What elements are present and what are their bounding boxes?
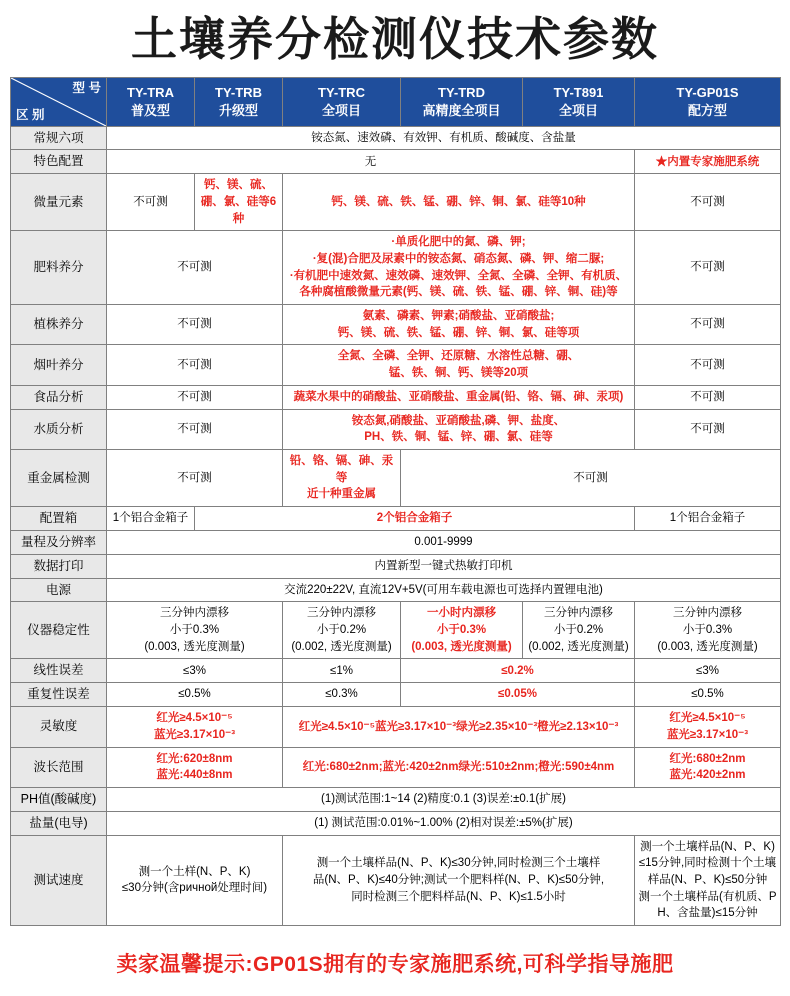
row-label: 食品分析 [11,385,107,409]
model-code: TY-T891 [553,85,604,101]
table-cell: 铵态氮,硝酸盐、亚硝酸盐,磷、钾、盐度、 PH、铁、铜、锰、锌、硼、氯、硅等 [283,409,635,449]
table-cell: 不可测 [635,409,781,449]
table-cell: ≤3% [107,659,283,683]
model-header-1 [107,77,195,126]
table-cell: ★内置专家施肥系统 [635,150,781,174]
model-variant: 升级型 [218,102,258,118]
model-variant: 配方型 [687,102,727,118]
table-cell: 测一个土壤样品(N、P、K)≤30分钟,同时检测三个土壤样 品(N、P、K)≤40分钟;测试一个肥料样(N、P、K)≤50分钟, 同时检测三个肥料样品(N、P、K)≤1.5小时 [283,835,635,925]
table-cell: 三分钟内漂移 小于0.2% (0.002, 透光度测量) [283,602,401,659]
table-cell: 不可测 [635,174,781,231]
row-label: 特色配置 [11,150,107,174]
table-cell: 测一个土壤样品(N、P、K) ≤15分钟,同时检测十个土壤样品(N、P、K)≤50分钟 测一个土壤样品(有机质、PH、含盐量)≤15分钟 [635,835,781,925]
table-cell: 红光:680±2nm 蓝光:420±2nm [635,747,781,787]
table-cell: 内置新型一键式热敏打印机 [107,554,781,578]
page-title: 土壤养分检测仪技术参数 [131,13,659,65]
table-row [11,126,781,150]
table-cell: 红光≥4.5×10⁻⁵蓝光≥3.17×10⁻³绿光≥2.35×10⁻³橙光≥2.13×10⁻³ [283,707,635,747]
model-code: TY-GP01S [676,85,739,101]
table-cell: (1) 测试范围:0.01%~1.00% (2)相对误差:±5%(扩展) [107,811,781,835]
table-cell: 0.001-9999 [107,530,781,554]
model-header-2 [195,77,283,126]
row-label: 重金属检测 [11,449,107,506]
table-cell: 钙、镁、硫、铁、锰、硼、锌、铜、氯、硅等10种 [283,174,635,231]
row-label: 植株养分 [11,305,107,345]
table-cell: 1个铝合金箱子 [635,506,781,530]
table-cell: 不可测 [107,231,283,305]
model-code: TY-TRA [127,85,174,101]
table-row [11,683,781,707]
table-cell: 铅、铬、镉、砷、汞等 近十种重金属 [283,449,401,506]
table-cell: 不可测 [635,305,781,345]
table-cell: ≤0.5% [635,683,781,707]
table-cell: 不可测 [635,231,781,305]
row-label: 常规六项 [11,126,107,150]
table-row [11,787,781,811]
table-cell: 蔬菜水果中的硝酸盐、亚硝酸盐、重金属(铅、铬、镉、砷、汞项) [283,385,635,409]
table-cell: ≤0.3% [283,683,401,707]
table-row [11,305,781,345]
row-label: 仪器稳定性 [11,602,107,659]
table-row [11,409,781,449]
table-cell: ≤1% [283,659,401,683]
model-header-4 [401,77,523,126]
table-row [11,554,781,578]
row-label: 肥料养分 [11,231,107,305]
table-row [11,578,781,602]
model-variant: 全项目 [558,102,598,118]
table-cell: 三分钟内漂移 小于0.2% (0.002, 透光度测量) [523,602,635,659]
row-label: 数据打印 [11,554,107,578]
table-cell: 三分钟内漂移 小于0.3% (0.003, 透光度测量) [107,602,283,659]
table-cell: 不可测 [401,449,781,506]
row-label: 微量元素 [11,174,107,231]
table-row [11,174,781,231]
table-cell: ·单质化肥中的氮、磷、钾; ·复(混)合肥及尿素中的铵态氮、硝态氮、磷、钾、缩二脲; ·有机肥中速效氮、速效磷、速效钾、全氮、全磷、全钾、有机质、 各种腐植酸微量元素(钙、镁、硫、铁、锰、硼、锌、铜、硅)等 [283,231,635,305]
table-cell: 不可测 [107,345,283,385]
corner-label-model: 型 号 [72,80,101,95]
model-header-6 [635,77,781,126]
table-cell: ≤0.2% [401,659,635,683]
row-label: 电源 [11,578,107,602]
model-header-5 [523,77,635,126]
model-variant: 全项目 [321,102,361,118]
table-cell: 不可测 [635,345,781,385]
table-row [11,747,781,787]
table-cell: 红光≥4.5×10⁻⁵ 蓝光≥3.17×10⁻³ [635,707,781,747]
table-cell: 三分钟内漂移 小于0.3% (0.003, 透光度测量) [635,602,781,659]
row-label: 重复性误差 [11,683,107,707]
spec-table [10,77,781,926]
table-cell: 不可测 [107,409,283,449]
row-label: 线性误差 [11,659,107,683]
row-label: 配置箱 [11,506,107,530]
table-header [11,77,781,126]
table-row [11,385,781,409]
table-cell: 不可测 [107,305,283,345]
table-cell: 2个铝合金箱子 [195,506,635,530]
row-label: 盐量(电导) [11,811,107,835]
table-row [11,231,781,305]
table-row [11,659,781,683]
table-row [11,449,781,506]
table-corner-cell [11,77,107,126]
table-cell: 铵态氮、速效磷、有效钾、有机质、酸碱度、含盐量 [107,126,781,150]
table-row [11,530,781,554]
table-cell: 氨素、磷素、钾素;硝酸盐、亚硝酸盐; 钙、镁、硫、铁、锰、硼、锌、铜、氯、硅等项 [283,305,635,345]
table-cell: 交流220±22V, 直流12V+5V(可用车载电源也可选择内置锂电池) [107,578,781,602]
model-code: TY-TRC [318,85,365,101]
row-label: 水质分析 [11,409,107,449]
footer-note: 卖家温馨提示:GP01S拥有的专家施肥系统,可科学指导施肥 [116,953,674,977]
table-cell: 红光≥4.5×10⁻⁵ 蓝光≥3.17×10⁻³ [107,707,283,747]
table-cell: 不可测 [635,385,781,409]
table-cell: 红光:620±8nm 蓝光:440±8nm [107,747,283,787]
table-cell: 无 [107,150,635,174]
table-cell: (1)测试范围:1~14 (2)精度:0.1 (3)误差:±0.1(扩展) [107,787,781,811]
model-header-3 [283,77,401,126]
table-cell: 不可测 [107,385,283,409]
table-row [11,506,781,530]
table-body [11,126,781,925]
table-row [11,707,781,747]
row-label: 波长范围 [11,747,107,787]
table-row [11,835,781,925]
table-cell: 测一个土样(N、P、K) ≤30分钟(含ричной处理时间) [107,835,283,925]
model-code: TY-TRB [215,85,262,101]
table-row [11,811,781,835]
model-code: TY-TRD [438,85,485,101]
model-variant: 普及型 [130,102,170,118]
table-row [11,602,781,659]
row-label: 测试速度 [11,835,107,925]
row-label: 灵敏度 [11,707,107,747]
table-cell: ≤3% [635,659,781,683]
table-cell: 不可测 [107,174,195,231]
table-cell: 不可测 [107,449,283,506]
model-variant: 高精度全项目 [422,102,501,118]
row-label: 烟叶养分 [11,345,107,385]
table-cell: 一小时内漂移 小于0.3% (0.003, 透光度测量) [401,602,523,659]
table-cell: 全氮、全磷、全钾、还原糖、水溶性总糖、硼、 锰、铁、铜、钙、镁等20项 [283,345,635,385]
corner-label-category: 区 别 [16,107,45,122]
table-cell: ≤0.5% [107,683,283,707]
table-row [11,345,781,385]
table-cell: 钙、镁、硫、硼、氯、硅等6种 [195,174,283,231]
table-cell: 1个铝合金箱子 [107,506,195,530]
table-cell: ≤0.05% [401,683,635,707]
row-label: 量程及分辨率 [11,530,107,554]
row-label: PH值(酸碱度) [11,787,107,811]
table-row [11,150,781,174]
table-cell: 红光:680±2nm;蓝光:420±2nm绿光:510±2nm;橙光:590±4nm [283,747,635,787]
